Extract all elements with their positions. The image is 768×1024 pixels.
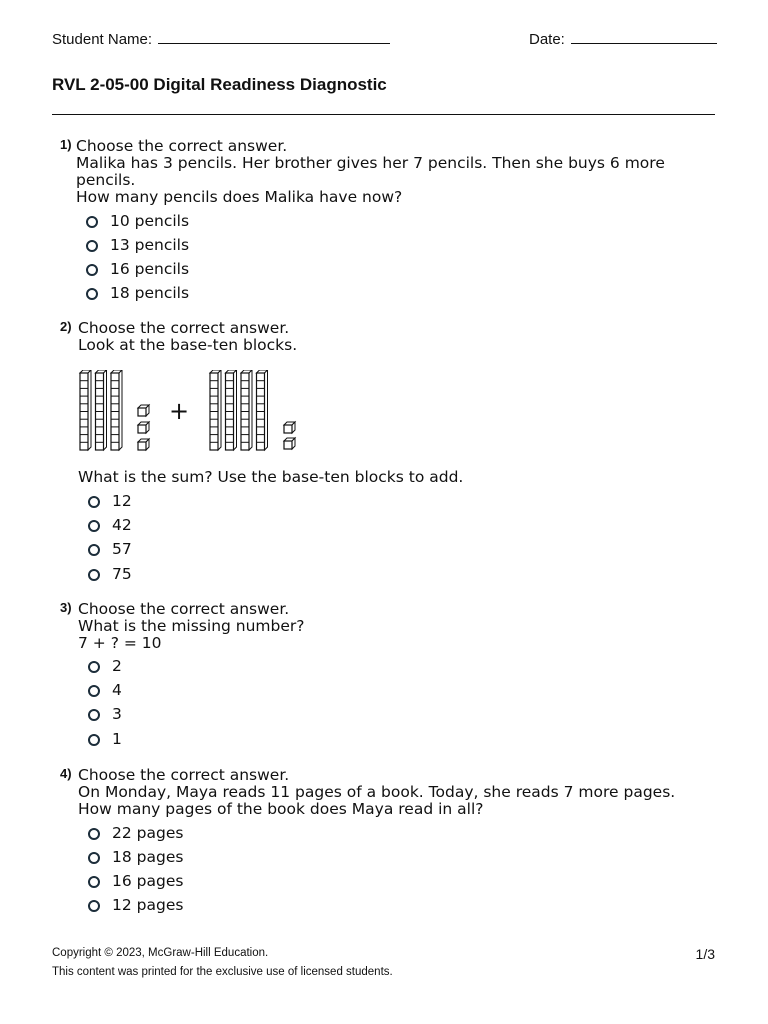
student-name-label: Student Name: [52, 31, 153, 48]
answer-option-label: 10 pencils [110, 212, 190, 230]
answer-option-label: 22 pages [112, 824, 184, 842]
answer-option-label: 75 [112, 565, 132, 583]
question-number: 1) [60, 137, 72, 152]
question-prompt: Choose the correct answer. [78, 766, 290, 784]
answer-option-label: 2 [112, 657, 122, 675]
radio-button[interactable] [88, 852, 100, 864]
one-cube [284, 438, 295, 449]
student-name-row [52, 30, 390, 48]
radio-button[interactable] [86, 216, 98, 228]
question-text: How many pages of the book does Maya read in all? [78, 800, 484, 818]
answer-option-label: 57 [112, 540, 132, 558]
radio-button[interactable] [88, 661, 100, 673]
ten-rod [241, 370, 252, 450]
answer-option-label: 16 pages [112, 872, 184, 890]
plus-sign: + [168, 397, 190, 425]
radio-button[interactable] [88, 569, 100, 581]
date-row [529, 30, 717, 48]
date-label: Date: [529, 31, 565, 48]
radio-button[interactable] [88, 709, 100, 721]
question-number: 4) [60, 766, 72, 781]
radio-button[interactable] [88, 876, 100, 888]
page-number: 1/3 [695, 946, 715, 962]
radio-button[interactable] [88, 734, 100, 746]
student-name-field[interactable] [158, 30, 390, 44]
ten-rod [80, 370, 91, 450]
page-title: RVL 2-05-00 Digital Readiness Diagnostic [52, 75, 387, 94]
base-ten-blocks-figure [78, 370, 308, 454]
radio-button[interactable] [88, 828, 100, 840]
answer-option-label: 4 [112, 681, 122, 699]
question-number: 2) [60, 319, 72, 334]
addend-1-blocks [80, 370, 149, 450]
question-equation: 7 + ? = 10 [78, 634, 162, 652]
question-text: Malika has 3 pencils. Her brother gives her 7 pencils. Then she buys 6 more pencils. [76, 154, 665, 189]
radio-button[interactable] [88, 544, 100, 556]
question-followup: What is the sum? Use the base-ten blocks to add. [78, 468, 464, 486]
ten-rod [111, 370, 122, 450]
question-text: What is the missing number? [78, 617, 305, 635]
radio-button[interactable] [86, 240, 98, 252]
addend-2-blocks [210, 370, 295, 450]
one-cube [284, 422, 295, 433]
question-text: On Monday, Maya reads 11 pages of a book. Today, she reads 7 more pages. [78, 783, 676, 801]
answer-option-label: 1 [112, 730, 122, 748]
answer-option-label: 16 pencils [110, 260, 190, 278]
question-text: How many pencils does Malika have now? [76, 188, 403, 206]
one-cube [138, 439, 149, 450]
radio-button[interactable] [86, 288, 98, 300]
one-cube [138, 422, 149, 433]
ten-rod [257, 370, 268, 450]
ten-rod [226, 370, 237, 450]
question-text: Look at the base-ten blocks. [78, 336, 298, 354]
question-prompt: Choose the correct answer. [76, 137, 288, 155]
answer-option-label: 42 [112, 516, 132, 534]
answer-option-label: 13 pencils [110, 236, 190, 254]
answer-option-label: 3 [112, 705, 122, 723]
radio-button[interactable] [86, 264, 98, 276]
answer-option-label: 12 pages [112, 896, 184, 914]
radio-button[interactable] [88, 520, 100, 532]
license-notice: This content was printed for the exclusive use of licensed students. [52, 966, 393, 978]
answer-option-label: 12 [112, 492, 132, 510]
radio-button[interactable] [88, 685, 100, 697]
date-field[interactable] [571, 30, 717, 44]
answer-option-label: 18 pages [112, 848, 184, 866]
radio-button[interactable] [88, 496, 100, 508]
ten-rod [96, 370, 107, 450]
answer-option-label: 18 pencils [110, 284, 190, 302]
question-prompt: Choose the correct answer. [78, 319, 290, 337]
question-prompt: Choose the correct answer. [78, 600, 290, 618]
one-cube [138, 405, 149, 416]
title-divider [52, 114, 715, 115]
copyright-notice: Copyright © 2023, McGraw-Hill Education. [52, 947, 269, 959]
radio-button[interactable] [88, 900, 100, 912]
question-number: 3) [60, 600, 72, 615]
ten-rod [210, 370, 221, 450]
